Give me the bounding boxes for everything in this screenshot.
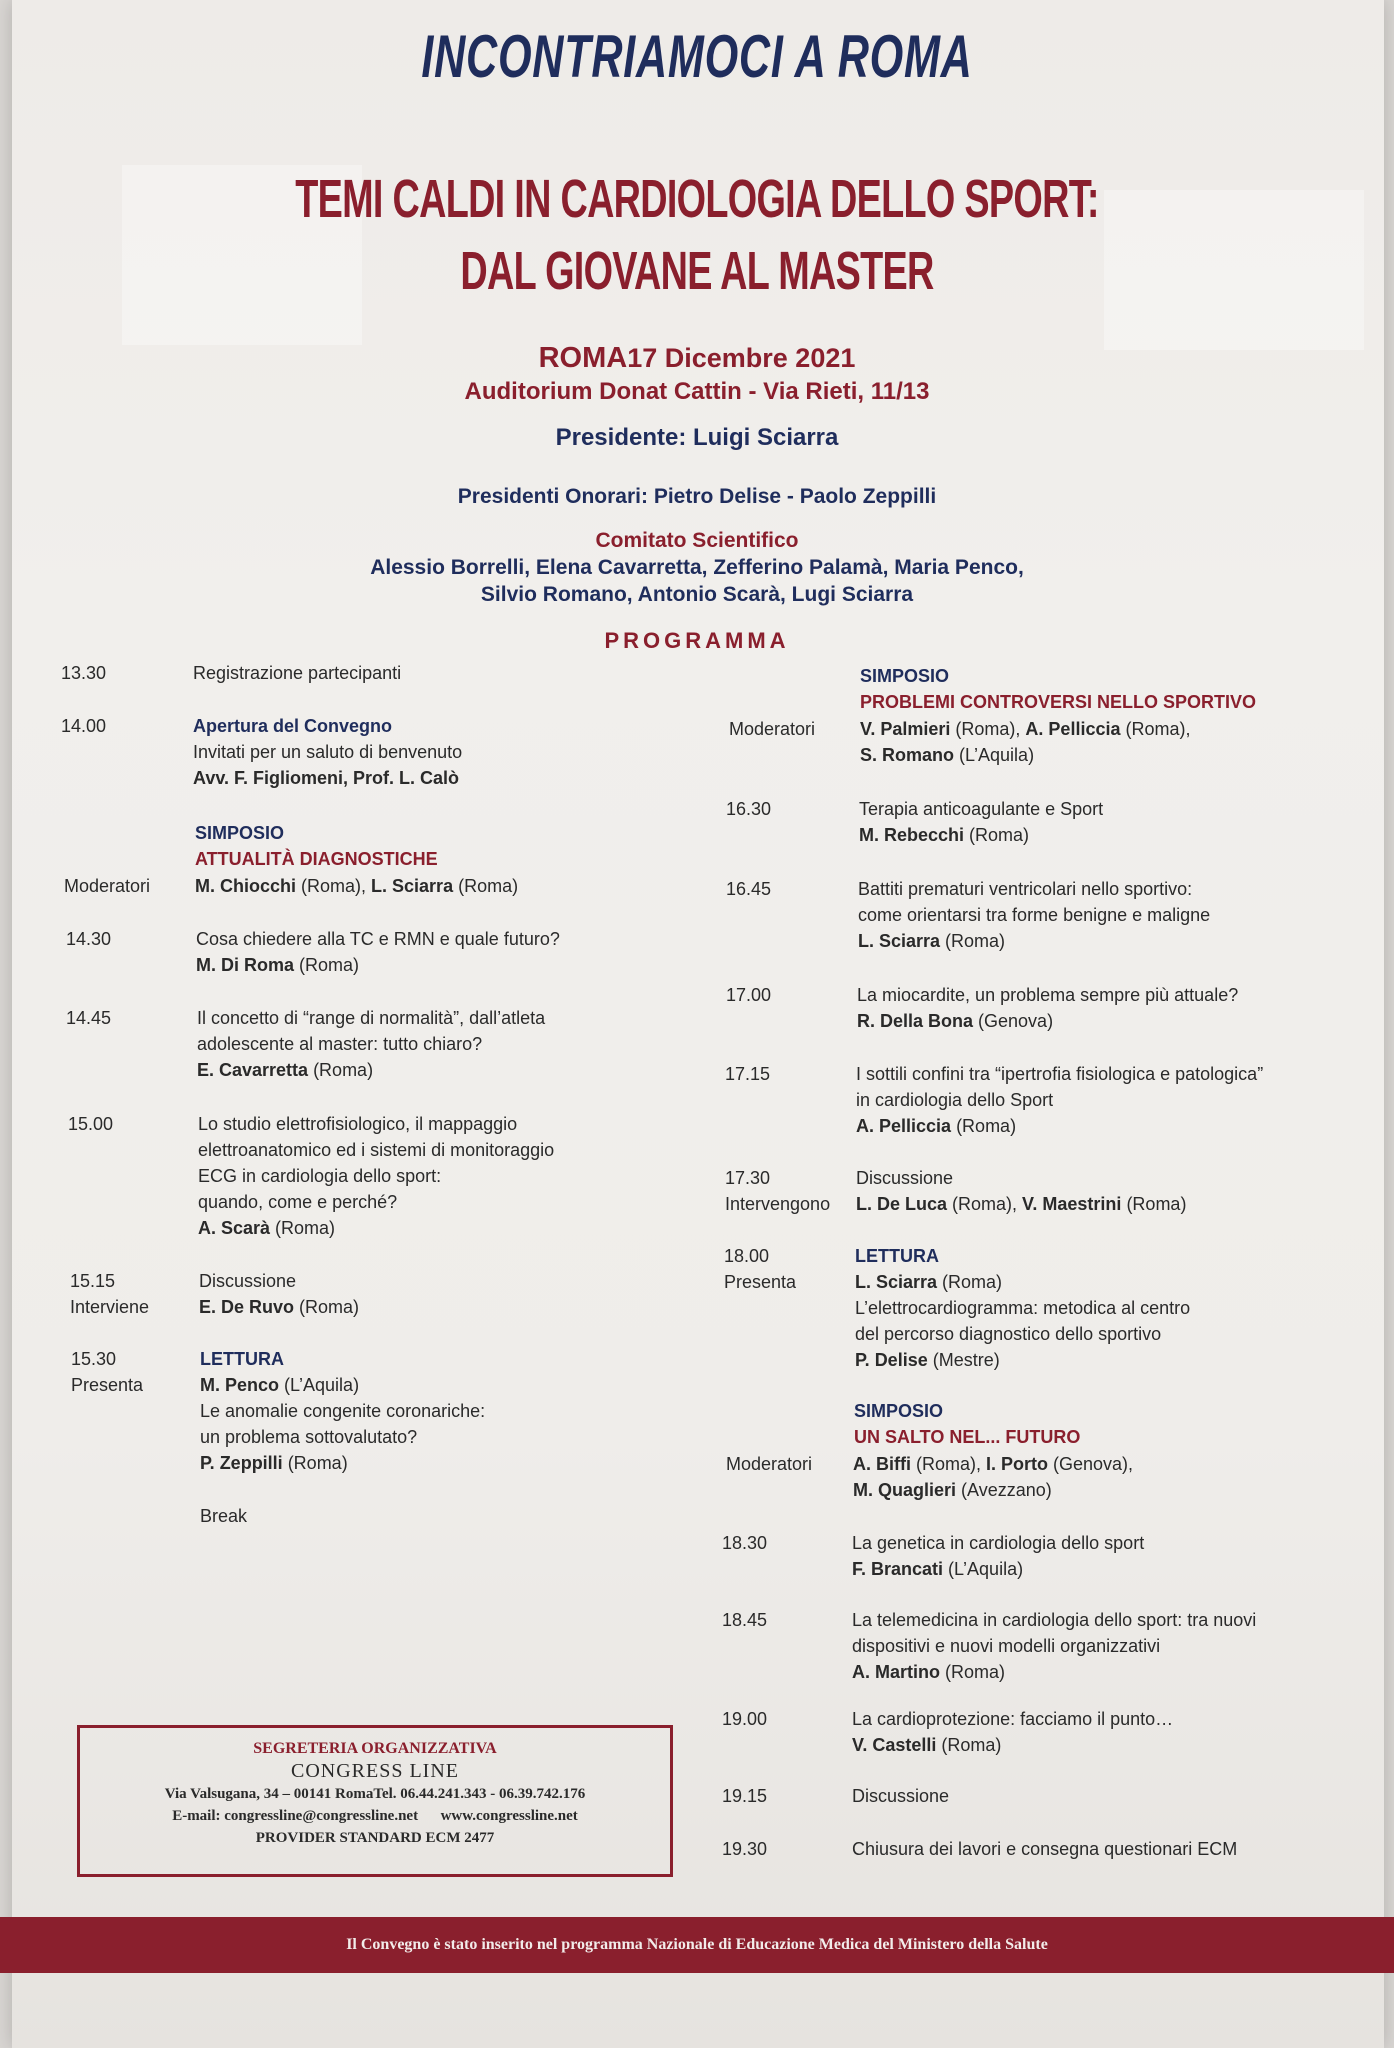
talk-title: Registrazione partecipanti	[193, 663, 402, 683]
speaker-name: M. Penco	[200, 1375, 280, 1395]
speaker-city: (Roma),	[1120, 719, 1191, 739]
program-item	[855, 1243, 1190, 1373]
role-label: Intervengono	[725, 1194, 831, 1214]
speaker-name: L. Sciarra	[371, 876, 454, 896]
speaker-name: L. Sciarra	[858, 931, 941, 951]
speaker-city: (Roma)	[964, 825, 1030, 845]
time-label: 16.30	[726, 799, 772, 819]
program-item	[200, 1346, 485, 1476]
speaker-city: (Mestre)	[927, 1350, 1000, 1370]
time-label: 14.00	[61, 716, 107, 736]
symposium-block	[195, 820, 438, 872]
speaker-city: (Roma)	[453, 876, 519, 896]
speaker-city: (Avezzano)	[956, 1480, 1052, 1500]
secretariat-title: SEGRETERIA ORGANIZZATIVA	[253, 1740, 497, 1757]
program-item	[856, 1061, 1263, 1139]
talk-title: Chiusura dei lavori e consegna questionari ECM	[852, 1839, 1238, 1859]
speaker-city: (L’Aquila)	[279, 1375, 360, 1395]
program-item	[859, 796, 1103, 848]
poster-subtitle-line2: DAL GIOVANE AL MASTER	[460, 241, 934, 301]
role-label: Presenta	[724, 1272, 797, 1292]
talk-title: Discussione	[856, 1168, 954, 1188]
program-item	[852, 1706, 1173, 1758]
time-label: 14.30	[66, 929, 112, 949]
role-label: Interviene	[70, 1297, 150, 1317]
event-city-date	[0, 342, 1394, 375]
program-item	[852, 1783, 949, 1809]
speaker-name: P. Delise	[855, 1350, 928, 1370]
event-city: ROMA	[538, 342, 628, 374]
program-item	[852, 1607, 1256, 1685]
secretariat-address: Via Valsugana, 34 – 00141 RomaTel. 06.44.241.343 - 06.39.742.176	[164, 1786, 586, 1802]
program-item	[193, 660, 401, 686]
program-item	[852, 1530, 1144, 1582]
program-item	[198, 1111, 554, 1241]
time-label: 13.30	[61, 663, 107, 683]
talk-title: quando, come e perché?	[198, 1192, 398, 1212]
secretariat-contacts: E-mail: congressline@congressline.net www.congressline.net	[172, 1808, 578, 1824]
program-item	[852, 1836, 1237, 1862]
secretariat-box	[77, 1725, 673, 1877]
talk-title: La genetica in cardiologia dello sport	[852, 1533, 1145, 1553]
program-item	[858, 876, 1210, 954]
speaker-city: (Roma)	[940, 1662, 1006, 1682]
speaker-name: V. Castelli	[852, 1735, 937, 1755]
poster-subtitle-line1: TEMI CALDI IN CARDIOLOGIA DELLO SPORT:	[295, 169, 1099, 229]
speaker-name: A. Martino	[852, 1662, 940, 1682]
time-label: 19.30	[722, 1839, 768, 1859]
time-label: 18.45	[722, 1610, 768, 1630]
speaker-name: I. Porto	[986, 1454, 1049, 1474]
time-label	[724, 1243, 796, 1295]
programma-heading: PROGRAMMA	[604, 628, 790, 653]
event-date: 17 Dicembre 2021	[627, 343, 856, 373]
time-value: 15.15	[70, 1271, 116, 1291]
talk-title: ECG in cardiologia dello sport:	[198, 1166, 442, 1186]
talk-title: in cardiologia dello Sport	[856, 1090, 1054, 1110]
event-venue: Auditorium Donat Cattin - Via Rieti, 11/13	[464, 378, 930, 405]
committee-members-line1: Alessio Borrelli, Elena Cavarretta, Zefferino Palamà, Maria Penco,	[370, 556, 1024, 579]
program-item	[196, 926, 560, 978]
speaker-name: F. Brancati	[852, 1559, 944, 1579]
talk-title: elettroanatomico ed i sistemi di monitoraggio	[198, 1140, 555, 1160]
time-label	[725, 1165, 830, 1217]
program-item	[199, 1268, 359, 1320]
symposium-label: SIMPOSIO	[195, 823, 285, 843]
time-label: 17.00	[726, 985, 772, 1005]
speaker-name: E. Cavarretta	[197, 1060, 309, 1080]
time-value: 15.30	[71, 1349, 117, 1369]
symposium-label: SIMPOSIO	[860, 666, 950, 686]
program-item	[857, 982, 1238, 1034]
time-label: 18.30	[722, 1533, 768, 1553]
speaker-city: (L’Aquila)	[943, 1559, 1024, 1579]
speaker-name: L. De Luca	[856, 1194, 948, 1214]
role-label: Presenta	[71, 1375, 144, 1395]
talk-title: Lo studio elettrofisiologico, il mappaggio	[198, 1114, 518, 1134]
speaker-city: (Genova),	[1048, 1454, 1134, 1474]
talk-title: come orientarsi tra forme benigne e maligne	[858, 905, 1211, 925]
speaker-name: P. Zeppilli	[200, 1453, 283, 1473]
symposium-title: PROBLEMI CONTROVERSI NELLO SPORTIVO	[860, 692, 1257, 712]
time-label	[70, 1268, 149, 1320]
talk-title: del percorso diagnostico dello sportivo	[855, 1324, 1162, 1344]
speaker-name: M. Chiocchi	[195, 876, 297, 896]
talk-title: La telemedicina in cardiologia dello sport: tra nuovi	[852, 1610, 1257, 1630]
symposium-block	[854, 1398, 1080, 1450]
program-item	[193, 713, 462, 791]
committee-title: Comitato Scientifico	[595, 529, 799, 552]
lecture-label: LETTURA	[855, 1246, 939, 1266]
program-item	[856, 1165, 1186, 1217]
talk-title: Battiti prematuri ventricolari nello sportivo:	[858, 879, 1193, 899]
speaker-city: (Genova)	[973, 1011, 1054, 1031]
moderators-label: Moderatori	[729, 719, 816, 739]
speaker-city: (Roma)	[940, 931, 1006, 951]
time-value: 18.00	[724, 1246, 770, 1266]
talk-title: un problema sottovalutato?	[200, 1427, 418, 1447]
speaker-name: E. De Ruvo	[199, 1297, 295, 1317]
speaker-city: (Roma)	[282, 1453, 348, 1473]
speaker-names: Avv. F. Figliomeni, Prof. L. Calò	[193, 768, 460, 788]
symposium-label: SIMPOSIO	[854, 1401, 944, 1421]
talk-title: Invitati per un saluto di benvenuto	[193, 742, 463, 762]
time-label	[71, 1346, 143, 1398]
break-item: Break	[200, 1506, 248, 1526]
speaker-name: V. Palmieri	[860, 719, 951, 739]
speaker-city: (Roma)	[270, 1218, 336, 1238]
time-value: 17.30	[725, 1168, 771, 1188]
event-president: Presidente: Luigi Sciarra	[555, 424, 839, 451]
speaker-city: (L’Aquila)	[954, 745, 1035, 765]
speaker-city: (Roma)	[294, 955, 360, 975]
moderators	[853, 1451, 1133, 1503]
speaker-name: M. Quaglieri	[853, 1480, 957, 1500]
honorary-presidents: Presidenti Onorari: Pietro Delise - Paolo Zeppilli	[457, 485, 937, 508]
talk-title: Discussione	[852, 1786, 950, 1806]
symposium-block	[860, 663, 1256, 715]
speaker-name: V. Maestrini	[1022, 1194, 1122, 1214]
time-label: 15.00	[68, 1114, 114, 1134]
talk-title: Il concetto di “range di normalità”, dall’atleta	[197, 1008, 546, 1028]
speaker-name: L. Sciarra	[855, 1272, 938, 1292]
talk-title: I sottili confini tra “ipertrofia fisiologica e patologica”	[856, 1064, 1264, 1084]
secretariat-provider: PROVIDER STANDARD ECM 2477	[255, 1830, 495, 1846]
moderators-label: Moderatori	[64, 876, 151, 896]
speaker-city: (Roma)	[937, 1272, 1003, 1292]
speaker-name: A. Pelliccia	[1025, 719, 1121, 739]
secretariat-name: CONGRESS LINE	[290, 1760, 459, 1782]
symposium-title: UN SALTO NEL... FUTURO	[854, 1427, 1081, 1447]
time-label: 19.15	[722, 1786, 768, 1806]
speaker-city: (Roma),	[296, 876, 372, 896]
moderators	[860, 716, 1191, 768]
poster-title: INCONTRIAMOCI A ROMA	[421, 23, 973, 90]
talk-title: dispositivi e nuovi modelli organizzativi	[852, 1636, 1161, 1656]
speaker-city: (Roma),	[911, 1454, 987, 1474]
talk-title: adolescente al master: tutto chiaro?	[197, 1034, 483, 1054]
speaker-city: (Roma)	[936, 1735, 1002, 1755]
speaker-name: A. Scarà	[198, 1218, 271, 1238]
talk-title: Cosa chiedere alla TC e RMN e quale futuro?	[196, 929, 560, 949]
talk-title: La cardioprotezione: facciamo il punto…	[852, 1709, 1174, 1729]
speaker-city: (Roma)	[308, 1060, 374, 1080]
time-label: 19.00	[722, 1709, 768, 1729]
session-title: Apertura del Convegno	[193, 716, 393, 736]
footer-band: Il Convegno è stato inserito nel programma Nazionale di Educazione Medica del Ministero della Salute	[0, 1917, 1394, 1973]
time-label: 14.45	[66, 1008, 112, 1028]
speaker-city: (Roma)	[1121, 1194, 1187, 1214]
talk-title: Terapia anticoagulante e Sport	[859, 799, 1104, 819]
program-item	[197, 1005, 545, 1083]
talk-title: La miocardite, un problema sempre più attuale?	[857, 985, 1239, 1005]
speaker-name: R. Della Bona	[857, 1011, 974, 1031]
talk-title: Le anomalie congenite coronariche:	[200, 1401, 486, 1421]
moderators	[195, 873, 518, 899]
time-label: 16.45	[726, 879, 772, 899]
speaker-city: (Roma),	[947, 1194, 1023, 1214]
speaker-city: (Roma)	[951, 1116, 1017, 1136]
speaker-city: (Roma)	[294, 1297, 360, 1317]
lecture-label: LETTURA	[200, 1349, 284, 1369]
symposium-title: ATTUALITÀ DIAGNOSTICHE	[195, 849, 438, 869]
committee-members-line2: Silvio Romano, Antonio Scarà, Lugi Sciarra	[480, 583, 914, 606]
speaker-name: S. Romano	[860, 745, 955, 765]
time-label: 17.15	[725, 1064, 771, 1084]
speaker-name: M. Rebecchi	[859, 825, 965, 845]
moderators-label: Moderatori	[726, 1454, 813, 1474]
talk-title: L’elettrocardiogramma: metodica al centro	[855, 1298, 1191, 1318]
speaker-name: M. Di Roma	[196, 955, 295, 975]
speaker-name: A. Biffi	[853, 1454, 911, 1474]
speaker-name: A. Pelliccia	[856, 1116, 952, 1136]
talk-title: Discussione	[199, 1271, 297, 1291]
speaker-city: (Roma),	[950, 719, 1026, 739]
